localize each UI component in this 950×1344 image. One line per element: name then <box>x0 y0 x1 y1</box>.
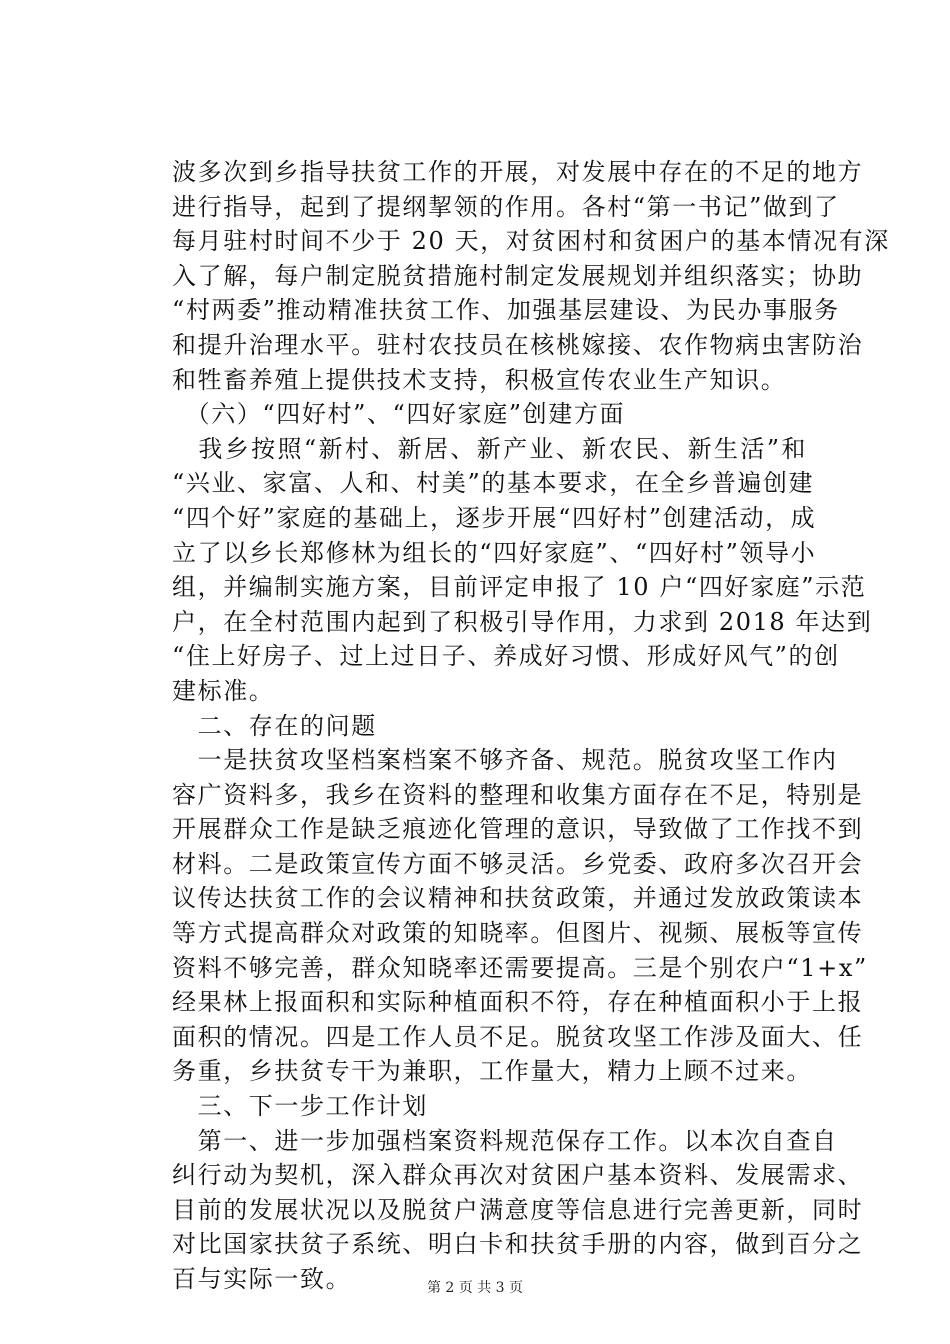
body-line: 资料不够完善，群众知晓率还需要提高。三是个别农户“1+x” <box>172 953 868 982</box>
body-line: 波多次到乡指导扶贫工作的开展，对发展中存在的不足的地方 <box>172 158 864 186</box>
body-line: 议传达扶贫工作的会议精神和扶贫政策，并通过发放政策读本 <box>172 884 864 913</box>
body-line: 等方式提高群众对政策的知晓率。但图片、视频、展板等宣传 <box>172 919 864 948</box>
body-line: 建标准。 <box>172 676 275 705</box>
body-line: 组，并编制实施方案，目前评定申报了 10 户“四好家庭”示范 <box>172 573 867 602</box>
body-line: 立了以乡长郑修林为组长的“四好家庭”、“四好村”领导小 <box>172 538 817 567</box>
body-line: 对比国家扶贫子系统、明白卡和扶贫手册的内容，做到百分之 <box>172 1230 864 1259</box>
page-footer <box>0 1279 950 1297</box>
body-line: 目前的发展状况以及脱贫户满意度等信息进行完善更新，同时 <box>172 1195 864 1224</box>
body-line: 每月驻村时间不少于 20 天，对贫困村和贫困户的基本情况有深 <box>172 227 890 256</box>
body-line: 面积的情况。四是工作人员不足。脱贫攻坚工作涉及面大、任 <box>172 1022 864 1051</box>
page-number-indicator: 第 2 页 共 3 页 <box>426 1280 524 1296</box>
body-line: 开展群众工作是缺乏痕迹化管理的意识，导致做了工作找不到 <box>172 815 864 844</box>
document-body <box>172 155 890 1297</box>
body-line: 和牲畜养殖上提供技术支持，积极宣传农业生产知识。 <box>172 365 787 394</box>
body-line: 容广资料多，我乡在资料的整理和收集方面存在不足，特别是 <box>172 780 864 809</box>
body-line: “住上好房子、过上过日子、养成好习惯、形成好风气”的创 <box>172 642 840 671</box>
section-heading-six: （六）“四好村”、“四好家庭”创建方面 <box>172 400 626 429</box>
body-line: “兴业、家富、人和、村美”的基本要求，在全乡普遍创建 <box>172 469 815 498</box>
body-line: 进行指导，起到了提纲挈领的作用。各村“第一书记”做到了 <box>172 192 840 221</box>
section-heading-next-plan: 三、下一步工作计划 <box>172 1092 428 1121</box>
body-line: 材料。二是政策宣传方面不够灵活。乡党委、政府多次召开会 <box>172 849 864 878</box>
body-line: 一是扶贫攻坚档案档案不够齐备、规范。脱贫攻坚工作内 <box>172 746 838 775</box>
body-line: 第一、进一步加强档案资料规范保存工作。以本次自查自 <box>172 1126 838 1155</box>
body-line: 纠行动为契机，深入群众再次对贫困户基本资料、发展需求、 <box>172 1161 864 1190</box>
body-line: 入了解，每户制定脱贫措施村制定发展规划并组织落实；协助 <box>172 261 864 290</box>
body-line: 我乡按照“新村、新居、新产业、新农民、新生活”和 <box>172 434 807 463</box>
body-line: 务重，乡扶贫专干为兼职，工作量大，精力上顾不过来。 <box>172 1057 812 1086</box>
body-line: 户，在全村范围内起到了积极引导作用，力求到 2018 年达到 <box>172 607 873 636</box>
body-line: “四个好”家庭的基础上，逐步开展“四好村”创建活动，成 <box>172 503 817 532</box>
section-heading-problems: 二、存在的问题 <box>172 711 377 740</box>
body-line: “村两委”推动精准扶贫工作、加强基层建设、为民办事服务 <box>172 296 840 325</box>
body-line: 经果林上报面积和实际种植面积不符，存在种植面积小于上报 <box>172 988 864 1017</box>
body-line: 百与实际一致。 <box>172 1265 352 1293</box>
body-line: 和提升治理水平。驻村农技员在核桃嫁接、农作物病虫害防治 <box>172 330 864 359</box>
